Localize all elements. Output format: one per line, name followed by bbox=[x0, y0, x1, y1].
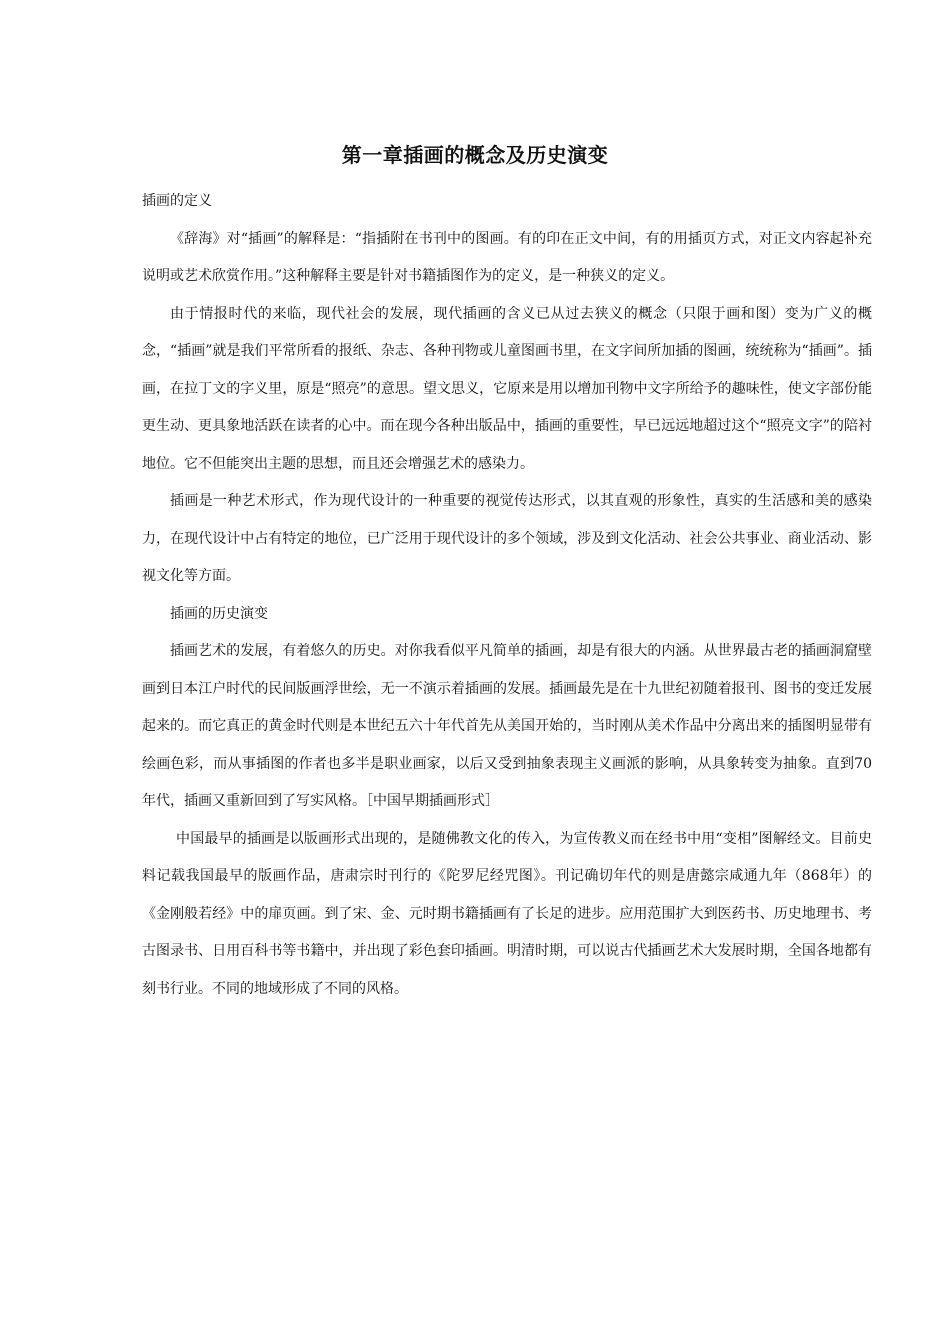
paragraph-cihai-definition: 《辞海》对“插画”的解释是：“指插附在书刊中的图画。有的印在正文中间，有的用插页方式，对正文内容起补充说明或艺术欣赏作用。”这种解释主要是针对书籍插图作为的定义，是一种狭义的定义。 bbox=[142, 230, 872, 284]
document-body bbox=[142, 183, 872, 1008]
section-heading-definition: 插画的定义 bbox=[142, 193, 212, 209]
paragraph-china-early-illustration: 中国最早的插画是以版画形式出现的，是随佛教文化的传入，为宣传教义而在经书中用“变相”图解经文。目前史料记载我国最早的版画作品，唐肃宗时刊行的《陀罗尼经咒图》。刊记确切年代的则是唐懿宗咸通九年（868年）的《金刚般若经》中的扉页画。到了宋、金、元时期书籍插画有了长足的进步。应用范围扩大到医药书、历史地理书、考古图录书、日用百科书等书籍中，并出现了彩色套印插画。明清时期，可以说古代插画艺术大发展时期，全国各地都有刻书行业。不同的地域形成了不同的风格。 bbox=[142, 830, 872, 997]
paragraph-broad-definition: 由于情报时代的来临，现代社会的发展，现代插画的含义已从过去狭义的概念（只限于画和图）变为广义的概念，“插画”就是我们平常所看的报纸、杂志、各种刊物或儿童图画书里，在文字间所加插的图画，统统称为“插画”。插画，在拉丁文的字义里，原是“照亮”的意思。望文思义，它原来是用以增加刊物中文字所给予的趣味性，使文字部份能更生动、更具象地活跃在读者的心中。而在现今各种出版品中，插画的重要性，早已远远地超过这个“照亮文字”的陪衬地位。它不但能突出主题的思想，而且还会增强艺术的感染力。 bbox=[142, 305, 872, 472]
paragraph-art-form: 插画是一种艺术形式，作为现代设计的一种重要的视觉传达形式，以其直观的形象性，真实的生活感和美的感染力，在现代设计中占有特定的地位，已广泛用于现代设计的多个领域，涉及到文化活动、社会公共事业、商业活动、影视文化等方面。 bbox=[142, 493, 872, 584]
paragraph-history-development: 插画艺术的发展，有着悠久的历史。对你我看似平凡简单的插画，却是有很大的内涵。从世界最古老的插画洞窟壁画到日本江户时代的民间版画浮世绘，无一不演示着插画的发展。插画最先是在十九世纪初随着报刊、图书的变迁发展起来的。而它真正的黄金时代则是本世纪五六十年代首先从美国开始的，当时刚从美术作品中分离出来的插图明显带有绘画色彩，而从事插图的作者也多半是职业画家，以后又受到抽象表现主义画派的影响，从具象转变为抽象。直到70年代，插画又重新回到了写实风格。［中国早期插画形式］ bbox=[142, 643, 872, 809]
section-heading-history: 插画的历史演变 bbox=[170, 605, 268, 622]
chapter-title: 第一章插画的概念及历史演变 bbox=[341, 143, 609, 167]
